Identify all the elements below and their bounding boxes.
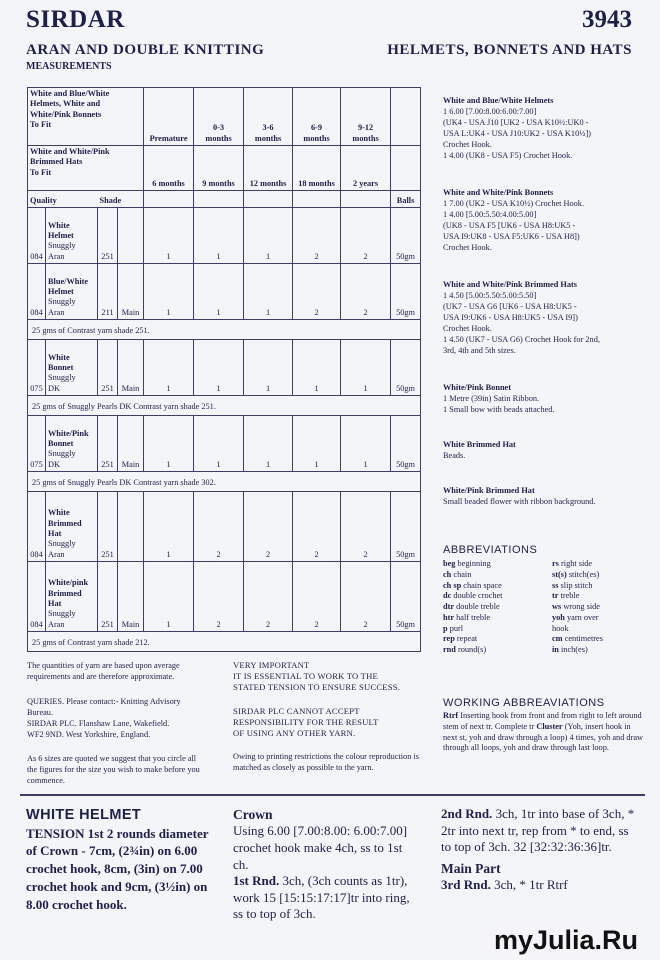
- extras-pink-bonnet-title: White/Pink Bonnet: [443, 383, 511, 392]
- ball-weight: 50gm: [391, 208, 421, 264]
- yarn-description: [46, 340, 98, 396]
- fit-1-label-line: White and Blue/White: [30, 89, 110, 98]
- header-blank: [144, 191, 194, 208]
- ball-count: 2: [194, 492, 244, 562]
- s1-line: USA L:UK4 - USA J10:UK2 - USA K10½]): [443, 128, 591, 138]
- abbreviation-meaning: slip stitch: [560, 580, 593, 590]
- abbreviation-meaning: centimetres: [564, 634, 603, 644]
- abbreviation-item: [443, 559, 543, 570]
- abbreviation-meaning: round(s): [458, 645, 487, 655]
- header-blank: [194, 191, 244, 208]
- responsibility-line-1: SIRDAR PLC CANNOT ACCEPT: [233, 706, 360, 716]
- abbreviation-item: [552, 613, 652, 624]
- ball-count: 1: [244, 264, 293, 320]
- s2-line: 1 4.00 [5.00:5.50:4.00:5.00]: [443, 209, 537, 219]
- yarn-description-line: Aran: [48, 307, 65, 317]
- fit-2-blank: [391, 146, 421, 191]
- fit-1-size-line: months: [303, 133, 330, 143]
- ball-count: 2: [341, 492, 391, 562]
- important-line-2: IT IS ESSENTIAL TO WORK TO THE: [233, 671, 378, 682]
- abbreviation-meaning: purl: [449, 623, 464, 633]
- rtrf-key: Rtrf: [443, 711, 459, 720]
- abbreviation-meaning: repeat: [456, 634, 478, 644]
- yarn-description-line: White: [48, 352, 70, 362]
- contrast-yarn-note: 25 gms of Snuggly Pearls DK Contrast yarn shade 302.: [28, 472, 421, 492]
- fit-1-size-line: 6-9: [311, 123, 323, 133]
- ball-weight: 50gm: [391, 492, 421, 562]
- ball-count: 2: [244, 492, 293, 562]
- fit-1-size-line: 0-3: [213, 123, 225, 133]
- shade-number: 251: [98, 416, 118, 472]
- ball-count: 2: [293, 492, 341, 562]
- important-note: [233, 660, 433, 694]
- abbreviation-key: ss: [552, 580, 559, 590]
- yarn-subtitle: ARAN AND DOUBLE KNITTING: [26, 42, 265, 58]
- abbreviation-key: ch: [443, 569, 452, 579]
- fit-2-size: 9 months: [194, 146, 244, 191]
- main-marker: Main: [118, 340, 144, 396]
- responsibility-note: [233, 706, 433, 740]
- responsibility-line-3: OF USING ANY OTHER YARN.: [233, 728, 356, 739]
- extras-white-brimmed-title: White Brimmed Hat: [443, 440, 516, 449]
- header-blank: [244, 191, 293, 208]
- abbreviation-key: yoh: [552, 612, 565, 622]
- yarn-description-line: Helmet: [48, 230, 74, 240]
- sizes-note: As 6 sizes are quoted we suggest that you circle all the figures for the size you wish to make before you commence.: [27, 754, 200, 785]
- yarn-description-line: DK: [48, 383, 60, 393]
- abbreviation-key: rs: [552, 559, 559, 568]
- fit-1-size-line: months: [352, 133, 379, 143]
- crown-text: Using 6.00 [7.00:8.00: 6.00:7.00] crochet hook make 4ch, ss to 1st ch.: [233, 823, 408, 872]
- address-line-1: SIRDAR PLC. Flanshaw Lane, Wakefield.: [27, 718, 170, 728]
- ball-count: 2: [293, 208, 341, 264]
- queries-note: [27, 697, 205, 741]
- ball-weight: 50gm: [391, 562, 421, 632]
- ball-count: 2: [244, 562, 293, 632]
- abbreviation-key: rep: [443, 634, 455, 644]
- quality-code: 084: [28, 492, 46, 562]
- extras-pink-brimmed: [443, 486, 648, 508]
- instructions-col-1: [26, 806, 216, 914]
- extras-white-brimmed: [443, 440, 648, 462]
- round-2-label: 2nd Rnd.: [441, 806, 493, 821]
- shade-number: 251: [98, 492, 118, 562]
- abbreviation-item: [443, 591, 543, 602]
- round-3-text: 3ch, * 1tr Rtrf: [494, 877, 568, 893]
- hooks-bonnets: [443, 188, 648, 254]
- s4-line: 1 Metre (39in) Satin Ribbon.: [443, 393, 540, 403]
- round-1-text: 3ch, (3ch counts as 1tr), work 15 [15:15:17:17]tr into ring, ss to top of 3ch.: [233, 873, 410, 922]
- tension-text: TENSION 1st 2 rounds diameter of Crown - 7cm, (2¾in) on 6.00 crochet hook, 8cm, (3in) on 7.00 crochet hook and 9cm, (3½in) on 8.00 crochet hook.: [26, 825, 209, 913]
- abbreviation-item: [443, 602, 543, 613]
- pattern-number: 3943: [582, 6, 632, 33]
- abbreviation-key: beg: [443, 559, 456, 568]
- yarn-description-line: DK: [48, 459, 60, 469]
- abbreviation-key: rnd: [443, 645, 456, 655]
- yarn-description-line: Bonnet: [48, 362, 74, 372]
- ball-count: 2: [341, 562, 391, 632]
- yarn-description-line: Hat: [48, 528, 62, 538]
- yarn-description-line: White/Pink: [48, 428, 89, 438]
- fit-1-size-line: months: [254, 133, 282, 143]
- important-line-3: STATED TENSION TO ENSURE SUCCESS.: [233, 682, 401, 693]
- quality-code: 084: [28, 208, 46, 264]
- yarn-description-line: Bonnet: [48, 438, 74, 448]
- abbreviation-meaning: inch(es): [561, 645, 588, 655]
- abbreviations-right: [552, 559, 652, 656]
- s3-line: 1 4.50 (UK7 - USA G6) Crochet Hook for 2nd,: [443, 334, 600, 344]
- fit-1-size-line: Premature: [149, 133, 188, 143]
- abbreviation-meaning: yarn over: [567, 612, 599, 622]
- ball-count: 1: [194, 340, 244, 396]
- ball-count: 1: [341, 340, 391, 396]
- yarn-description-line: Aran: [48, 251, 65, 261]
- address-line-2: WF2 9ND. West Yorkshire, England.: [27, 729, 151, 739]
- ball-weight: 50gm: [391, 340, 421, 396]
- responsibility-line-2: RESPONSIBILITY FOR THE RESULT: [233, 717, 379, 728]
- fit-2-label-line: White and White/Pink: [30, 147, 110, 156]
- ball-count: 1: [341, 416, 391, 472]
- s1-line: 1 6.00 [7.00:8.00:6.00:7.00]: [443, 106, 537, 116]
- hooks-bonnets-title: White and White/Pink Bonnets: [443, 188, 554, 197]
- abbreviation-meaning: treble: [560, 591, 580, 601]
- table-row: [28, 340, 421, 396]
- ball-count: 1: [244, 416, 293, 472]
- abbreviation-item: [443, 570, 543, 581]
- yarn-description-line: Helmet: [48, 286, 74, 296]
- s3-line: Crochet Hook.: [443, 323, 492, 333]
- extras-white-brimmed-lines: [443, 451, 648, 462]
- abbreviation-item: [552, 645, 652, 656]
- yarn-description-line: White: [48, 220, 70, 230]
- abbreviation-key: cm: [552, 634, 563, 644]
- abbreviation-item: [443, 634, 543, 645]
- abbreviation-item: [552, 570, 652, 581]
- fit-1-size-line: months: [205, 133, 232, 143]
- hooks-helmets: [443, 96, 648, 162]
- round-2-text: 3ch, 1tr into base of 3ch, * 2tr into next tr, rep from * to end, ss to top of 3ch. 32 [32:32:36:36]tr.: [441, 806, 635, 855]
- abbreviation-meaning: hook: [552, 623, 569, 633]
- abbreviation-meaning: beginning: [457, 559, 491, 568]
- abbreviation-key: ws: [552, 602, 562, 612]
- ball-count: 2: [293, 264, 341, 320]
- fit-1-size: [144, 88, 194, 146]
- fit-1-size: [293, 88, 341, 146]
- fit-1-blank: [391, 88, 421, 146]
- abbreviation-item: [552, 634, 652, 645]
- ball-count: 1: [144, 416, 194, 472]
- s4-line: 1 Small bow with beads attached.: [443, 404, 555, 414]
- fit-1-size: [341, 88, 391, 146]
- quality-code: 075: [28, 340, 46, 396]
- fit-1-size: [194, 88, 244, 146]
- helmet-title: WHITE HELMET: [26, 807, 142, 823]
- cluster-text: (Yoh, insert hook in next st, yoh and draw through a loop) 4 times, yoh and draw through all loops, yoh and draw through last loop.: [443, 721, 644, 753]
- abbreviation-meaning: half treble: [456, 612, 491, 622]
- abbreviation-key: in: [552, 645, 559, 655]
- shade-number: 211: [98, 264, 118, 320]
- extras-pink-bonnet-lines: [443, 394, 648, 416]
- s1-line: 1 4.00 (UK8 - USA F5) Crochet Hook.: [443, 150, 573, 160]
- hooks-helmets-title: White and Blue/White Helmets: [443, 96, 554, 105]
- abbreviation-key: p: [443, 623, 448, 633]
- fit-1-size-line: 3-6: [262, 123, 274, 133]
- s2-line: USA I9:UK8 - USA F5:UK6 - USA H8]): [443, 231, 580, 241]
- ball-count: 2: [341, 264, 391, 320]
- quality-code: 084: [28, 264, 46, 320]
- crown-heading: Crown: [233, 807, 273, 822]
- abbreviation-item: [552, 602, 652, 613]
- measurements-heading: MEASUREMENTS: [26, 61, 112, 72]
- cluster-key: Cluster: [536, 721, 563, 731]
- abbreviation-key: tr: [552, 591, 559, 601]
- yarn-description-line: Snuggly: [48, 539, 76, 549]
- yarn-description-line: Snuggly: [48, 449, 76, 459]
- main-part-heading: Main Part: [441, 860, 501, 876]
- yarn-description: [46, 416, 98, 472]
- shade-number: 251: [98, 208, 118, 264]
- quantities-note: The quantities of yarn are based upon average requirements and are therefore approximate.: [27, 661, 180, 681]
- fit-1-label-line: Helmets, White and: [30, 99, 101, 109]
- quality-code: 075: [28, 416, 46, 472]
- abbreviation-item: [443, 613, 543, 624]
- s2-line: (UK8 - USA F5 [UK6 - USA H8:UK5 -: [443, 220, 576, 230]
- yarn-description: [46, 492, 98, 562]
- yarn-description-line: Snuggly: [48, 297, 76, 307]
- yarn-description-line: Aran: [48, 619, 65, 629]
- ball-count: 1: [293, 416, 341, 472]
- instructions-col-2: [233, 806, 418, 923]
- main-marker: Main: [118, 416, 144, 472]
- table-row: [28, 264, 421, 320]
- s3-line: 3rd, 4th and 5th sizes.: [443, 345, 516, 355]
- header-blank: [341, 191, 391, 208]
- abbreviation-key: st(s): [552, 569, 567, 579]
- yarn-description-line: White: [48, 508, 70, 518]
- ball-count: 1: [293, 340, 341, 396]
- yarn-description-line: Brimmed: [48, 518, 82, 528]
- watermark: [490, 925, 642, 956]
- ball-count: 1: [244, 208, 293, 264]
- abbreviation-item: [552, 559, 652, 570]
- shade-number: 251: [98, 340, 118, 396]
- abbreviation-item: [552, 591, 652, 602]
- working-abbreviations-title: WORKING ABBREAVIATIONS: [443, 697, 605, 709]
- round-3-label: 3rd Rnd.: [441, 877, 491, 893]
- table-row: [28, 562, 421, 632]
- hooks-brimmed-lines: [443, 291, 648, 357]
- abbreviation-meaning: chain space: [463, 580, 502, 590]
- s1-line: Crochet Hook.: [443, 139, 492, 149]
- watermark-part-2: Julia: [532, 925, 595, 955]
- fit-2-size: 18 months: [293, 146, 341, 191]
- abbreviation-item: [552, 581, 652, 592]
- abbreviation-item: [552, 624, 652, 635]
- table-row: [28, 416, 421, 472]
- extras-pink-brimmed-title: White/Pink Brimmed Hat: [443, 486, 535, 495]
- fit-2-size: 12 months: [244, 146, 293, 191]
- main-marker: Main: [118, 264, 144, 320]
- abbreviations-left: [443, 559, 543, 656]
- ball-count: 1: [194, 208, 244, 264]
- yarn-description-line: Blue/White: [48, 276, 89, 286]
- s6-line: Small beaded flower with ribbon background.: [443, 496, 596, 506]
- important-line-1: VERY IMPORTANT: [233, 660, 310, 670]
- quality-header: Quality: [28, 191, 98, 208]
- quality-code: 084: [28, 562, 46, 632]
- working-abbreviations: [443, 711, 643, 754]
- section-divider: [20, 794, 645, 796]
- main-marker: [118, 208, 144, 264]
- round-1-label: 1st Rnd.: [233, 873, 280, 889]
- ball-count: 1: [194, 416, 244, 472]
- fit-2-label-line: Brimmed Hats: [30, 157, 83, 167]
- shade-number: 251: [98, 562, 118, 632]
- ball-weight: 50gm: [391, 264, 421, 320]
- abbreviation-item: [443, 645, 543, 656]
- contrast-yarn-note: 25 gms of Contrast yarn shade 251.: [28, 320, 421, 340]
- abbreviation-item: [443, 624, 543, 635]
- hooks-helmets-lines: [443, 107, 648, 162]
- watermark-part-3: .Ru: [594, 925, 638, 955]
- s1-line: (UK4 - USA J10 [UK2 - USA K10½:UK0 -: [443, 117, 589, 127]
- ball-count: 2: [341, 208, 391, 264]
- yarn-description-line: White/pink: [48, 578, 89, 588]
- ball-count: 1: [194, 264, 244, 320]
- ball-weight: 50gm: [391, 416, 421, 472]
- fit-2-size: 2 years: [341, 146, 391, 191]
- s2-line: 1 7.00 (UK2 - USA K10½) Crochet Hook.: [443, 198, 585, 208]
- yarn-description-line: Aran: [48, 549, 65, 559]
- balls-header: Balls: [391, 191, 421, 208]
- abbreviation-key: htr: [443, 612, 455, 622]
- abbreviation-meaning: double treble: [456, 602, 500, 612]
- abbreviations-title: ABBREVIATIONS: [443, 544, 538, 556]
- queries-text: QUERIES. Please contact:- Knitting Advisory Bureau.: [27, 697, 181, 717]
- watermark-part-1: my: [493, 925, 533, 955]
- yarn-description-line: Snuggly: [48, 241, 76, 251]
- fit-2-label-line: To Fit: [30, 167, 52, 177]
- fit-1-label-line: White/Pink Bonnets: [30, 109, 102, 119]
- fit-1-label-line: To Fit: [30, 120, 52, 130]
- yarn-description-line: Snuggly: [48, 373, 76, 383]
- yarn-description-line: Brimmed: [48, 588, 82, 598]
- yarn-description: [46, 562, 98, 632]
- yarn-description-line: Snuggly: [48, 609, 76, 619]
- s2-line: Crochet Hook.: [443, 242, 492, 252]
- table-row: [28, 492, 421, 562]
- s3-line: USA I9:UK6 - USA H8:UK5 - USA I9]): [443, 312, 578, 322]
- measurements-table: [27, 87, 421, 652]
- table-row: [28, 208, 421, 264]
- ball-count: 1: [244, 340, 293, 396]
- abbreviation-key: dc: [443, 591, 452, 601]
- main-marker: [118, 492, 144, 562]
- main-marker: Main: [118, 562, 144, 632]
- yarn-description-line: Hat: [48, 598, 62, 608]
- pattern-subtitle: HELMETS, BONNETS AND HATS: [387, 42, 632, 58]
- ball-count: 2: [293, 562, 341, 632]
- extras-pink-bonnet: [443, 383, 648, 416]
- abbreviation-key: ch sp: [443, 580, 462, 590]
- abbreviation-meaning: chain: [453, 569, 472, 579]
- brand-title: SIRDAR: [26, 6, 125, 33]
- s3-line: (UK7 - USA G6 [UK6 - USA H8:UK5 -: [443, 301, 577, 311]
- s5-line: Beads.: [443, 450, 466, 460]
- abbreviation-meaning: wrong side: [563, 602, 600, 612]
- rtrf-text: Inserting hook from front and from right to left around stem of next tr. Complete tr: [443, 711, 642, 731]
- abbreviation-item: [443, 581, 543, 592]
- hooks-bonnets-lines: [443, 199, 648, 254]
- fit-1-label: [28, 88, 144, 146]
- abbreviation-meaning: stitch(es): [568, 569, 600, 579]
- hooks-brimmed: [443, 280, 648, 357]
- s3-line: 1 4.50 [5.00:5.50:5.00:5.50]: [443, 290, 537, 300]
- instructions-col-3: [441, 806, 641, 894]
- abbreviation-meaning: double crochet: [453, 591, 503, 601]
- yarn-description: [46, 208, 98, 264]
- contrast-yarn-note: 25 gms of Snuggly Pearls DK Contrast yarn shade 251.: [28, 396, 421, 416]
- contrast-yarn-note: 25 gms of Contrast yarn shade 212.: [28, 632, 421, 652]
- ball-count: 1: [144, 562, 194, 632]
- shade-header: Shade: [98, 191, 144, 208]
- fit-1-size: [244, 88, 293, 146]
- ball-count: 2: [194, 562, 244, 632]
- fit-2-size: 6 months: [144, 146, 194, 191]
- abbreviation-key: dtr: [443, 602, 455, 612]
- extras-pink-brimmed-lines: [443, 497, 648, 508]
- ball-count: 1: [144, 492, 194, 562]
- ball-count: 1: [144, 264, 194, 320]
- hooks-brimmed-title: White and White/Pink Brimmed Hats: [443, 280, 577, 289]
- printing-note: Owing to printing restrictions the colour reproduction is matched as closely as possible to the yarn.: [233, 752, 419, 772]
- header-blank: [293, 191, 341, 208]
- yarn-description: [46, 264, 98, 320]
- fit-1-size-line: 9-12: [357, 123, 374, 133]
- ball-count: 1: [144, 208, 194, 264]
- ball-count: 1: [144, 340, 194, 396]
- abbreviation-meaning: right side: [561, 559, 593, 568]
- fit-2-label: [28, 146, 144, 191]
